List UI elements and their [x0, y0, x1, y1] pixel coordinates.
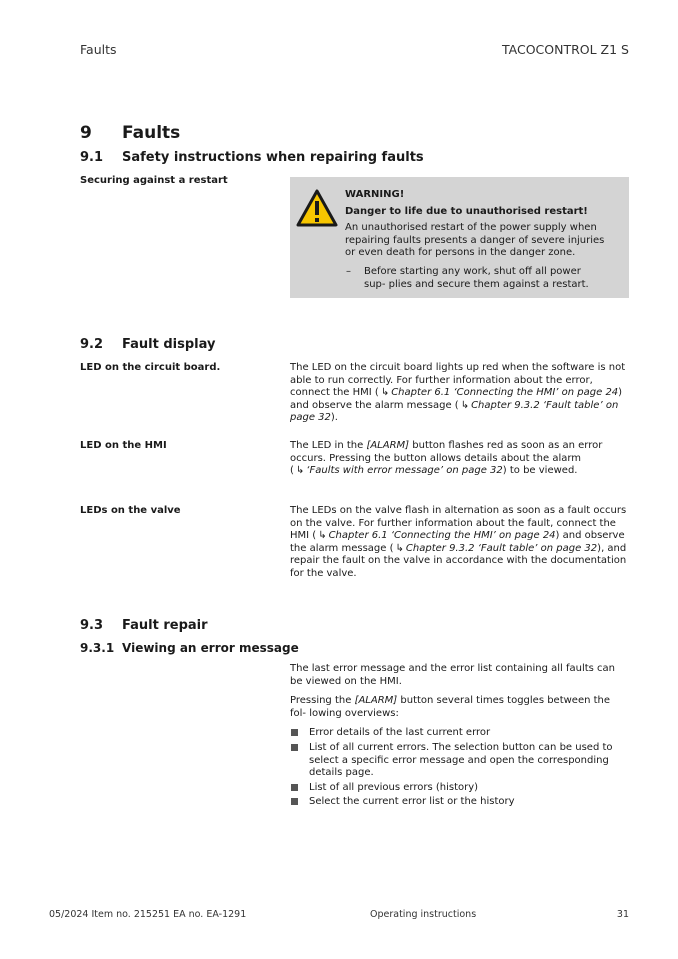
section-number: 9.3: [80, 618, 104, 633]
bullet-square-icon: [291, 798, 298, 805]
section-number: 9.2: [80, 337, 104, 352]
side-label: Securing against a restart: [80, 175, 228, 186]
warning-dash: –: [346, 266, 351, 277]
bullet-square-icon: [291, 729, 298, 736]
list-item: List of all current errors. The selection button can be used to select a specific error message and open the corresponding details page.: [290, 742, 628, 780]
header-left: Faults: [80, 42, 117, 57]
footer-center: Operating instructions: [370, 909, 477, 920]
bullet-list: [290, 727, 628, 809]
alarm-key: [ALARM]: [354, 695, 398, 707]
side-label: LED on the HMI: [80, 440, 167, 451]
list-item: Select the current error list or the history: [290, 796, 628, 809]
warning-text: An unauthorised restart of the power supply when repairing faults presents a danger of severe injuries or even death for persons in the danger zone.: [345, 222, 605, 259]
paragraph: The last error message and the error list containing all faults can be viewed on the HMI.: [290, 663, 615, 687]
section-title: Safety instructions when repairing faults: [122, 150, 424, 165]
warning-title: WARNING!: [345, 189, 405, 200]
link-arrow-icon: ↳: [295, 465, 305, 477]
bullet-square-icon: [291, 744, 298, 751]
side-label: LED on the circuit board.: [80, 362, 221, 373]
list-item: Error details of the last current error: [290, 727, 628, 740]
link-chapter-9-3-2[interactable]: Chapter 9.3.2 ‘Fault table’ on page 32: [290, 399, 619, 424]
link-arrow-icon: ↳: [380, 387, 390, 399]
list-item: List of all previous errors (history): [290, 782, 628, 795]
link-chapter-9-3-2[interactable]: Chapter 9.3.2 ‘Fault table’ on page 32: [405, 542, 598, 554]
section-title: Fault display: [122, 337, 216, 352]
alarm-key: [ALARM]: [366, 440, 410, 451]
page-title: Faults: [122, 123, 181, 143]
led-valve-text: The LEDs on the valve flash in alternation as soon as a fault occurs on the valve. For further information about the fault, connect the HMI ( ↳ Chapter 6.1 ‘Connecting the HMI’ on page 24) and observe the alarm message ( ↳ Chapter 9.3.2 ‘Fault table’ on page 32), and repair the fault on the valve in accordance with the documentation for the valve.: [290, 505, 627, 579]
side-label: LEDs on the valve: [80, 505, 181, 516]
warning-triangle-icon: [296, 189, 338, 232]
section-title: Viewing an error message: [122, 641, 299, 655]
link-faults-with-error[interactable]: ‘Faults with error message’ on page 32: [306, 465, 503, 477]
led-board-text: The LED on the circuit board lights up red when the software is not able to run correctly. For further information about the error, connect the HMI ( ↳ Chapter 6.1 ‘Connecting the HMI’ on page 24) and observe the alarm message ( ↳ Chapter 9.3.2 ‘Fault table’ on page 32).: [290, 362, 626, 424]
bullet-square-icon: [291, 784, 298, 791]
section-number: 9: [80, 123, 92, 143]
link-chapter-6-1[interactable]: Chapter 6.1 ‘Connecting the HMI’ on page 24: [391, 387, 619, 399]
warning-box: [290, 177, 629, 298]
page-number: 31: [616, 909, 629, 920]
paragraph: Pressing the [ALARM] button several times toggles between the fol- lowing overviews:: [290, 695, 611, 719]
section-title: Fault repair: [122, 618, 208, 633]
footer-left: 05/2024 Item no. 215251 EA no. EA-1291: [49, 909, 247, 920]
link-chapter-6-1[interactable]: Chapter 6.1 ‘Connecting the HMI’ on page 24: [328, 530, 556, 542]
header-right: TACOCONTROL Z1 S: [501, 42, 629, 57]
warning-subtitle: Danger to life due to unauthorised restart!: [345, 206, 588, 217]
section-931-body: [290, 663, 628, 811]
section-number: 9.3.1: [80, 641, 115, 655]
led-hmi-text: The LED in the [ALARM] button flashes red as soon as an error occurs. Pressing the button allows details about the alarm ( ↳ ‘Faults with error message’ on page 32) to be viewed.: [290, 440, 603, 477]
link-arrow-icon: ↳: [318, 530, 327, 542]
link-arrow-icon: ↳: [395, 542, 404, 554]
link-arrow-icon: ↳: [460, 399, 470, 411]
section-number: 9.1: [80, 150, 104, 165]
warning-action: Before starting any work, shut off all power sup- plies and secure them against a restart.: [364, 266, 589, 290]
